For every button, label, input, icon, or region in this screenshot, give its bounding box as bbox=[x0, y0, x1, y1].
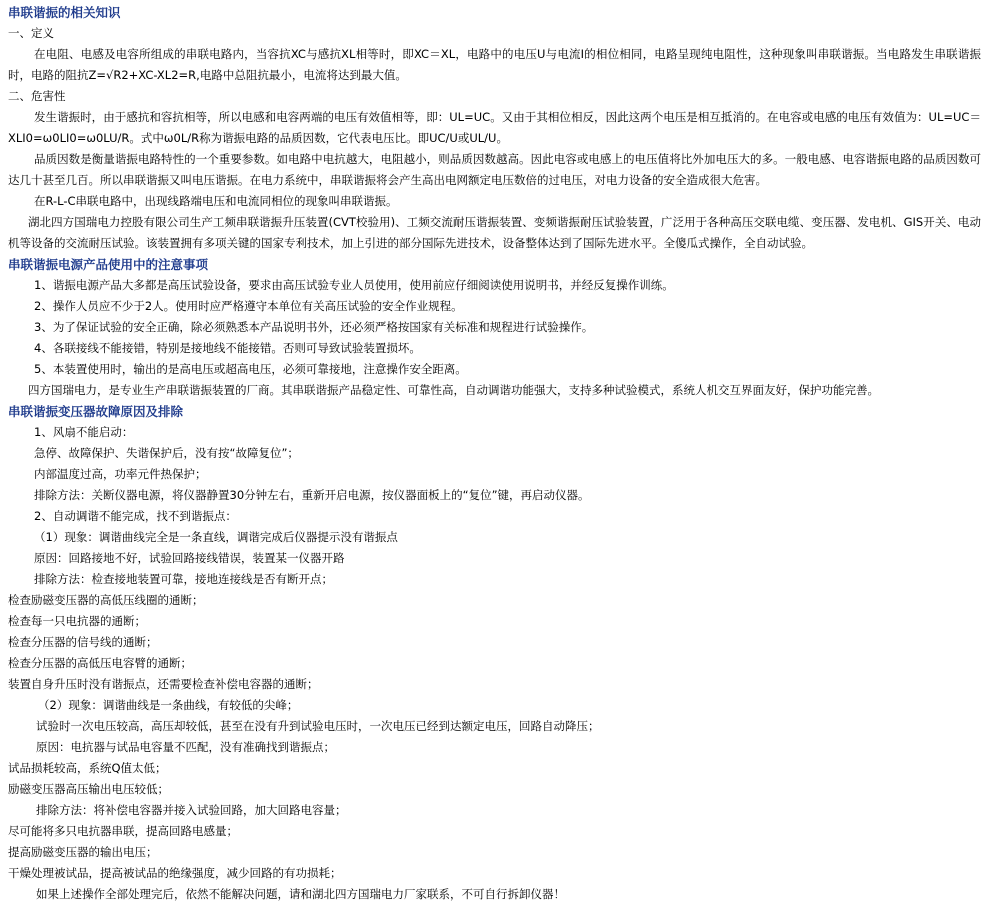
fault-line: 排除方法：将补偿电容器并接入试验回路，加大回路电容量； bbox=[36, 803, 347, 817]
fault-line: 试品损耗较高，系统Q值太低； bbox=[8, 761, 167, 775]
precaution-item: 2、操作人员应不少于2人。使用时应严格遵守本单位有关高压试验的安全作业规程。 bbox=[34, 299, 463, 313]
harm-paragraph-2: 品质因数是衡量谐振电路特性的一个重要参数。如电路中电抗越大，电阻越小，则品质因数越高。因此电容或电感上的电压值将比外加电压大的多。一般电感、电容谐振电路的品质因数可达几十甚至几百。所以串联谐振又叫电压谐振。在电力系统中，串联谐振将会产生高出电网额定电压数倍的过电压，对电力设备的安全造成很大危害。 bbox=[8, 152, 981, 187]
section-title-precautions: 串联谐振电源产品使用中的注意事项 bbox=[8, 257, 209, 272]
closing-paragraph: 四方国瑞电力，是专业生产串联谐振装置的厂商。其串联谐振产品稳定性、可靠性高，自动调谐功能强大，支持多种试验模式，系统人机交互界面友好，保护功能完善。 bbox=[28, 383, 879, 397]
fault-line: 干燥处理被试品，提高被试品的绝缘强度，减少回路的有功损耗； bbox=[8, 866, 342, 880]
harm-paragraph-1: 发生谐振时，由于感抗和容抗相等，所以电感和电容两端的电压有效值相等，即：UL=UC。又由于其相位相反，因此这两个电压是相互抵消的。在电容或电感的电压有效值为：UL=UC＝XLI0=ω0LI0=ω0LU/R。式中ω0L/R称为谐振电路的品质因数，它代表电压比。即UC/U或UL/U。 bbox=[8, 110, 981, 145]
fault-line: 2、自动调谐不能完成，找不到谐振点： bbox=[34, 509, 237, 523]
precaution-item: 5、本装置使用时，输出的是高电压或超高电压，必须可靠接地，注意操作安全距离。 bbox=[34, 362, 467, 376]
section-title-troubleshooting: 串联谐振变压器故障原因及排除 bbox=[8, 404, 184, 419]
fault-line: 原因：电抗器与试品电容量不匹配，没有准确找到谐振点； bbox=[36, 740, 335, 754]
precaution-item: 4、各联接线不能接错，特别是接地线不能接错。否则可导致试验装置损坏。 bbox=[34, 341, 421, 355]
section-title-resonance-knowledge: 串联谐振的相关知识 bbox=[8, 5, 121, 20]
fault-line: 励磁变压器高压输出电压较低； bbox=[8, 782, 169, 796]
fault-line: 检查分压器的信号线的通断； bbox=[8, 635, 158, 649]
harm-paragraph-3: 在R-L-C串联电路中，出现线路端电压和电流同相位的现象叫串联谐振。 bbox=[34, 194, 398, 208]
precaution-item: 3、为了保证试验的安全正确，除必须熟悉本产品说明书外，还必须严格按国家有关标准和规程进行试验操作。 bbox=[34, 320, 594, 334]
fault-line: （1）现象：调谐曲线完全是一条直线，调谐完成后仪器提示没有谐振点 bbox=[34, 530, 398, 544]
fault-line: 试验时一次电压较高，高压却较低，甚至在没有升到试验电压时，一次电压已经到达额定电压，回路自动降压； bbox=[36, 719, 600, 733]
fault-line: 尽可能将多只电抗器串联，提高回路电感量； bbox=[8, 824, 238, 838]
fault-line: 排除方法：关断仪器电源，将仪器静置30分钟左右，重新开启电源，按仪器面板上的“复位”键，再启动仪器。 bbox=[34, 488, 590, 502]
harm-heading: 二、危害性 bbox=[8, 89, 66, 103]
fault-line: 急停、故障保护、失谐保护后，没有按“故障复位”； bbox=[34, 446, 299, 460]
fault-line: 如果上述操作全部处理完后，依然不能解决问题，请和湖北四方国瑞电力厂家联系，不可自行拆卸仪器！ bbox=[36, 887, 565, 901]
definition-paragraph: 在电阻、电感及电容所组成的串联电路内，当容抗XC与感抗XL相等时，即XC＝XL，电路中的电压U与电流I的相位相同，电路呈现纯电阻性，这种现象叫串联谐振。当电路发生串联谐振时，电路的阻抗Z=√R2+XC-XL2=R,电路中总阻抗最小，电流将达到最大值。 bbox=[8, 47, 981, 82]
fault-line: 检查分压器的高低压电容臂的通断； bbox=[8, 656, 192, 670]
fault-line: （2）现象：调谐曲线是一条曲线，有较低的尖峰； bbox=[38, 698, 299, 712]
fault-line: 1、风扇不能启动： bbox=[34, 425, 134, 439]
fault-line: 装置自身升压时没有谐振点，还需要检查补偿电容器的通断； bbox=[8, 677, 319, 691]
fault-line: 检查每一只电抗器的通断； bbox=[8, 614, 146, 628]
fault-line: 检查励磁变压器的高低压线圈的通断； bbox=[8, 593, 204, 607]
precaution-item: 1、谐振电源产品大多都是高压试验设备，要求由高压试验专业人员使用，使用前应仔细阅读使用说明书，并经反复操作训练。 bbox=[34, 278, 674, 292]
fault-line: 原因：回路接地不好，试验回路接线错误，装置某一仪器开路 bbox=[34, 551, 345, 565]
fault-line: 提高励磁变压器的输出电压； bbox=[8, 845, 158, 859]
fault-line: 排除方法：检查接地装置可靠，接地连接线是否有断开点； bbox=[34, 572, 333, 586]
company-paragraph: 湖北四方国瑞电力控股有限公司生产工频串联谐振升压装置(CVT校验用)、工频交流耐压谐振装置、变频谐振耐压试验装置，广泛用于各种高压交联电缆、变压器、发电机、GIS开关、电动机等设备的交流耐压试验。该装置拥有多项关键的国家专利技术，加上引进的部分国际先进技术，设备整体达到了国际先进水平。全傻瓜式操作，全自动试验。 bbox=[8, 215, 981, 250]
definition-heading: 一、定义 bbox=[8, 26, 54, 40]
fault-line: 内部温度过高，功率元件热保护； bbox=[34, 467, 207, 481]
